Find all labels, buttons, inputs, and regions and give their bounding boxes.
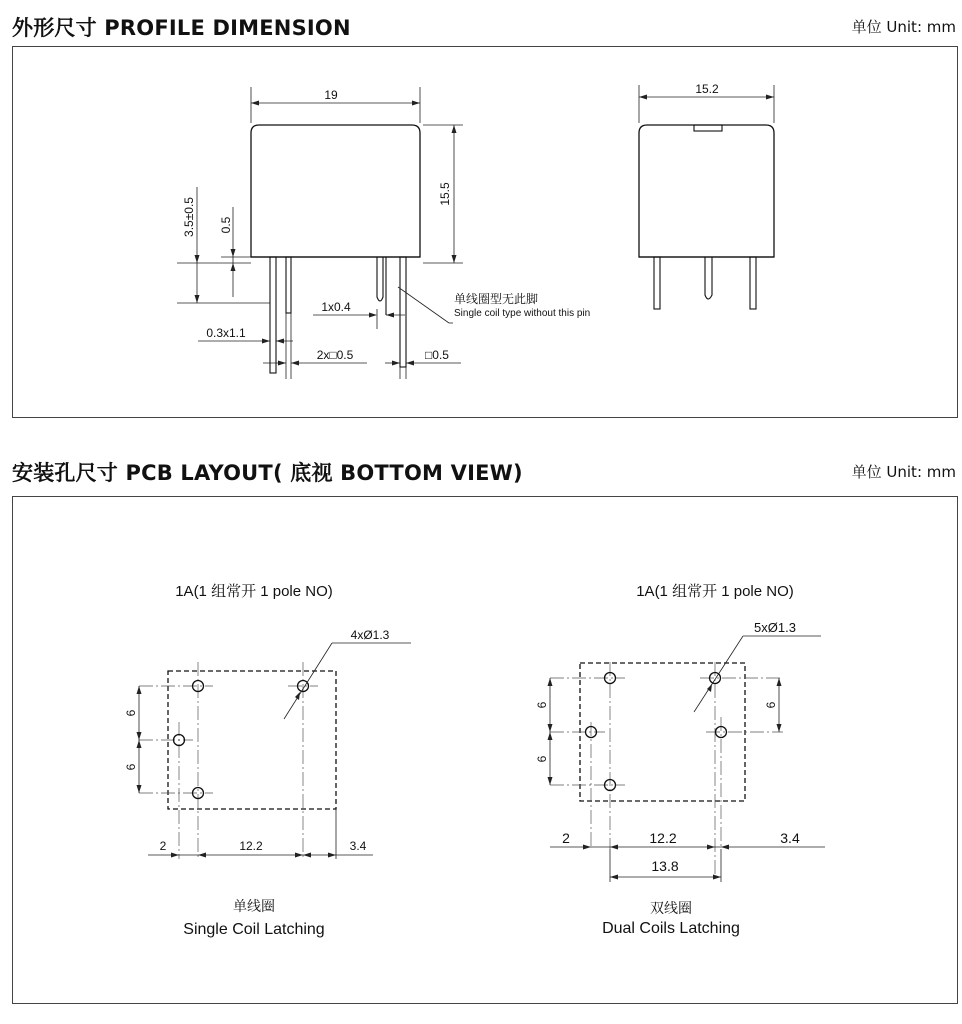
dim-width bbox=[251, 87, 420, 123]
note-leader bbox=[398, 287, 590, 323]
dim-standoff bbox=[177, 187, 270, 303]
single-dim-left: 2 bbox=[159, 839, 167, 853]
dual-header: 1A(1 组常开 1 pole NO) bbox=[636, 583, 794, 600]
dim-standoff-label: 3.5±0.5 bbox=[182, 197, 196, 237]
dim-pin-sq2 bbox=[385, 348, 461, 379]
single-outline bbox=[168, 671, 336, 809]
single-dim-v2: 6 bbox=[124, 763, 138, 771]
note-cn: 单线圈型无此脚 bbox=[454, 292, 539, 306]
dim-pin-thick bbox=[313, 300, 405, 329]
single-coil-layout bbox=[124, 583, 411, 938]
dual-dim-v1: 6 bbox=[535, 701, 549, 709]
dim-pin-size bbox=[198, 326, 293, 344]
pcb-drawing bbox=[13, 497, 959, 1005]
single-caption-en: Single Coil Latching bbox=[183, 921, 325, 938]
profile-panel bbox=[12, 46, 958, 418]
side-view-notch bbox=[694, 125, 722, 131]
pcb-panel bbox=[12, 496, 958, 1004]
single-dim-mid: 12.2 bbox=[239, 839, 263, 853]
front-view-body bbox=[251, 125, 420, 257]
single-holes-label: 4xØ1.3 bbox=[350, 628, 390, 642]
dual-coil-layout bbox=[535, 583, 825, 937]
single-dim-right: 3.4 bbox=[349, 839, 367, 853]
side-view-body bbox=[639, 125, 774, 257]
dual-dim-v3: 6 bbox=[764, 701, 778, 709]
dim-gap-label: 0.5 bbox=[219, 216, 233, 234]
pcb-title: 安装孔尺寸 PCB LAYOUT( 底视 BOTTOM VIEW) bbox=[12, 461, 523, 485]
dual-holes bbox=[586, 673, 727, 791]
profile-drawing bbox=[13, 47, 959, 419]
dual-dim-mid: 12.2 bbox=[649, 830, 677, 846]
dim-pin-sq-label: 2x□0.5 bbox=[316, 348, 354, 362]
dim-gap bbox=[219, 207, 251, 297]
single-dim-v1: 6 bbox=[124, 709, 138, 717]
dim-pin-sq2-label: □0.5 bbox=[425, 348, 449, 362]
dim-height-label: 15.5 bbox=[438, 182, 452, 206]
dual-dim-v2: 6 bbox=[535, 755, 549, 763]
profile-unit: 单位 Unit: mm bbox=[851, 18, 956, 36]
dual-dim-total: 13.8 bbox=[651, 858, 679, 874]
dim-height bbox=[423, 125, 463, 263]
dim-depth-label: 15.2 bbox=[695, 82, 719, 96]
dim-pin-sq bbox=[263, 313, 367, 379]
dual-caption-en: Dual Coils Latching bbox=[602, 920, 740, 937]
single-caption-cn: 单线圈 bbox=[233, 898, 275, 914]
dim-pin-size-label: 0.3x1.1 bbox=[206, 326, 246, 340]
dim-depth bbox=[639, 82, 774, 123]
dual-dim-right: 3.4 bbox=[780, 830, 800, 846]
single-holes bbox=[174, 681, 309, 799]
pcb-unit: 单位 Unit: mm bbox=[851, 463, 956, 481]
dual-holes-label: 5xØ1.3 bbox=[754, 620, 796, 635]
profile-title: 外形尺寸 PROFILE DIMENSION bbox=[12, 16, 351, 40]
dual-dim-left: 2 bbox=[562, 830, 570, 846]
note-en: Single coil type without this pin bbox=[454, 308, 591, 319]
dim-width-label: 19 bbox=[324, 88, 338, 102]
dim-pin-thick-label: 1x0.4 bbox=[321, 300, 351, 314]
single-header: 1A(1 组常开 1 pole NO) bbox=[175, 583, 333, 600]
dual-caption-cn: 双线圈 bbox=[650, 900, 692, 916]
side-view-pins bbox=[654, 257, 756, 309]
